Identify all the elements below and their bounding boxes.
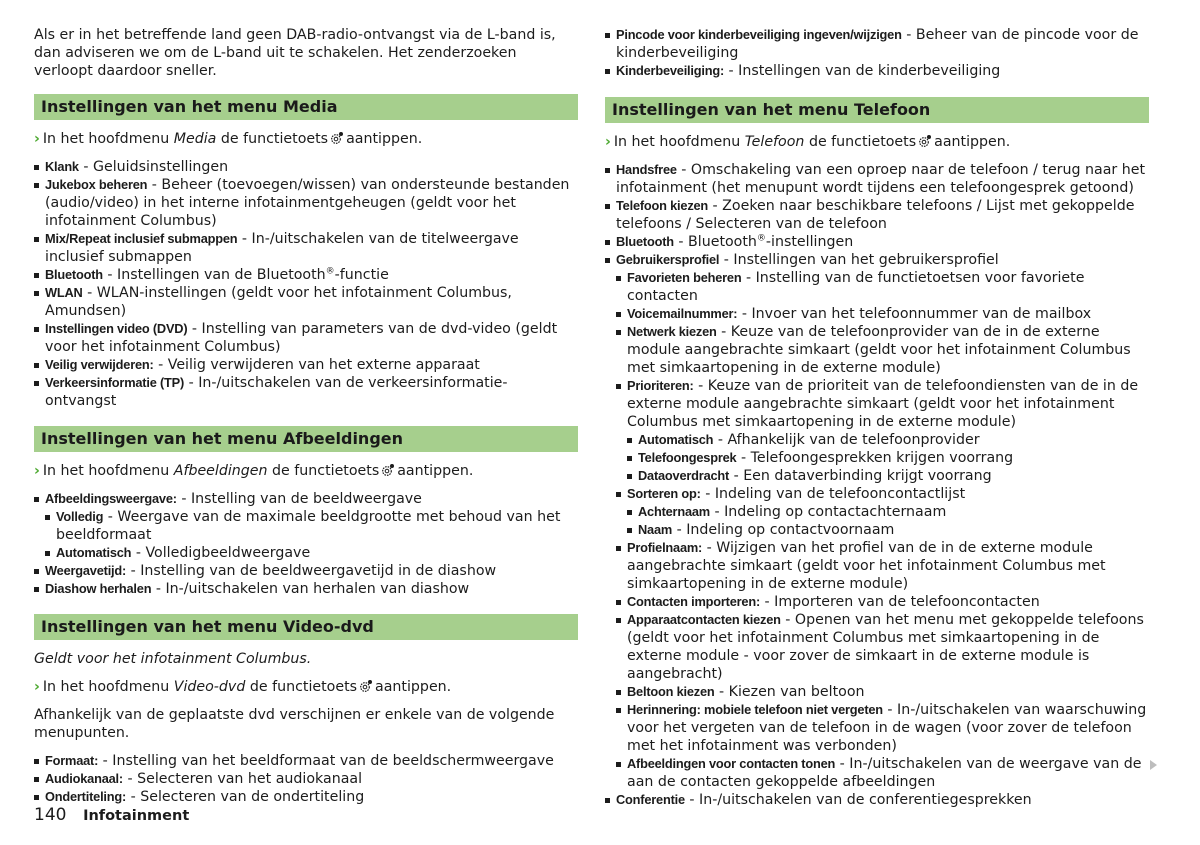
menu-item-term: Automatisch (56, 545, 132, 560)
menu-item-description: - Wijzigen van het profiel van de in de externe module aangebrachte simkaart (geldt voor het infotainment Columbus met simkaartopening in de externe module) (627, 540, 1106, 592)
list-item (605, 791, 1149, 809)
menu-item-description: - Beheer (toevoegen/wissen) van ondersteunde bestanden (audio/video) in het interne infotainmentgeheugen (geldt voor het infotainment Columbus) (45, 177, 570, 229)
list-item (616, 323, 1149, 377)
step-menu-name: Media (173, 131, 217, 147)
step-text: In het hoofdmenu (42, 679, 170, 695)
step-arrow-icon: › (605, 134, 611, 150)
child-lock-list (605, 26, 1149, 80)
menu-item-term: Bluetooth (616, 234, 674, 249)
step-menu-name: Video-dvd (173, 679, 246, 695)
menu-item-term: Mix/Repeat inclusief submappen (45, 231, 238, 246)
menu-item-term: Naam (638, 522, 673, 537)
menu-item-description: - Volledigbeeldweergave (131, 545, 311, 561)
section-heading-video: Instellingen van het menu Video-dvd (34, 614, 578, 640)
menu-item-description: - Veilig verwijderen van het externe apparaat (153, 357, 480, 373)
footer-title: Infotainment (83, 808, 190, 824)
menu-item-term: Prioriteren: (627, 378, 694, 393)
menu-item-description: - Selecteren van de ondertiteling (126, 789, 365, 805)
list-item (34, 770, 578, 788)
menu-item-term: Apparaatcontacten kiezen (627, 612, 781, 627)
menu-item-term: Profielnaam: (627, 540, 703, 555)
menu-item-term: Afbeeldingen voor contacten tonen (627, 756, 836, 771)
registered-mark: ® (756, 233, 766, 244)
list-item (627, 503, 1149, 521)
step-text: aantippen. (397, 463, 474, 479)
menu-item-term: Verkeersinformatie (TP) (45, 375, 185, 390)
list-item (616, 593, 1149, 611)
menu-item-description: - Importeren van de telefooncontacten (760, 594, 1040, 610)
list-item (605, 62, 1149, 80)
menu-item-term: Audiokanaal: (45, 771, 123, 786)
list-item (605, 197, 1149, 233)
step-text: de functietoets (220, 131, 329, 147)
page-footer (34, 805, 189, 825)
list-item (34, 374, 578, 410)
section-heading-images: Instellingen van het menu Afbeeldingen (34, 426, 578, 452)
step-text: aantippen. (934, 134, 1011, 150)
intro-text: Als er in het betreffende land geen DAB-radio-ontvangst via de L-band is, dan adviseren we om de L-band uit te schakelen. Het zenderzoeken verloopt daardoor sneller. (34, 27, 556, 79)
continue-arrow-icon (1150, 760, 1157, 770)
step-text: aantippen. (346, 131, 423, 147)
list-item (627, 449, 1149, 467)
menu-item-description: - Instelling van de functietoetsen voor favoriete contacten (627, 270, 1085, 304)
list-item (616, 683, 1149, 701)
step-text: de functietoets (272, 463, 380, 479)
step-text: In het hoofdmenu (42, 131, 170, 147)
menu-item-term: Handsfree (616, 162, 677, 177)
phone-settings-list (605, 161, 1149, 809)
menu-item-description: - Instellingen van de Bluetooth®-functie (102, 266, 389, 283)
menu-item-description: - Openen van het menu met gekoppelde telefoons (geldt voor het infotainment Columbus met simkaartopening in de externe module - voor zover de simkaart in de externe module is aangebracht) (627, 612, 1144, 682)
menu-item-term: WLAN (45, 285, 83, 300)
menu-item-term: Contacten importeren: (627, 594, 761, 609)
menu-item-term: Conferentie (616, 792, 685, 807)
list-item (34, 490, 578, 508)
menu-item-description: - WLAN-instellingen (geldt voor het infotainment Columbus, Amundsen) (45, 285, 512, 319)
step-menu-name: Telefoon (744, 134, 805, 150)
step-arrow-icon: › (34, 131, 40, 147)
menu-item-term: Telefoon kiezen (616, 198, 709, 213)
list-item (34, 562, 578, 580)
list-item (34, 356, 578, 374)
menu-item-description: - Instellingen van de kinderbeveiliging (724, 63, 1001, 79)
menu-item-description: - Instelling van de beeldweergave (176, 491, 422, 507)
menu-item-description: - Kiezen van beltoon (714, 684, 865, 700)
video-note: Geldt voor het infotainment Columbus. (34, 651, 312, 667)
step-text: de functietoets (808, 134, 917, 150)
menu-item-description: - In-/uitschakelen van de titelweergave inclusief submappen (45, 231, 519, 265)
menu-item-description: - Indeling op contactvoornaam (672, 522, 895, 538)
menu-item-term: Weergavetijd: (45, 563, 127, 578)
list-item (34, 788, 578, 806)
menu-item-term: Voicemailnummer: (627, 306, 738, 321)
menu-item-term: Volledig (56, 509, 104, 524)
menu-item-description: - In-/uitschakelen van de conferentiegesprekken (684, 792, 1032, 808)
list-item (627, 467, 1149, 485)
menu-item-term: Pincode voor kinderbeveiliging ingeven/wijzigen (616, 27, 902, 42)
right-column (605, 26, 1149, 809)
menu-item-term: Favorieten beheren (627, 270, 742, 285)
list-item (605, 26, 1149, 62)
step-text: In het hoofdmenu (42, 463, 170, 479)
menu-item-term: Dataoverdracht (638, 468, 730, 483)
left-column (34, 26, 578, 806)
list-item (616, 305, 1149, 323)
list-item (605, 161, 1149, 197)
list-item (34, 176, 578, 230)
step-arrow-icon: › (34, 463, 40, 479)
images-settings-list (34, 490, 578, 598)
menu-item-description: - Keuze van de telefoonprovider van de in de externe module aangebrachte simkaart (geldt voor het infotainment Columbus met simkaartopening in de externe module) (627, 324, 1131, 376)
instruction-step-video (34, 678, 578, 696)
menu-item-description: - Instellingen van het gebruikersprofiel (719, 252, 999, 268)
list-item (616, 377, 1149, 431)
menu-item-term: Diashow herhalen (45, 581, 152, 596)
function-key-gear-icon (330, 131, 344, 145)
menu-item-description: - Beheer van de pincode voor de kinderbeveiliging (616, 27, 1139, 61)
menu-item-description: - Omschakeling van een oproep naar de telefoon / terug naar het infotainment (het menupunt wordt tijdens een telefoongesprek getoond) (616, 162, 1146, 196)
instruction-step-phone (605, 133, 1149, 151)
menu-item-description: - Instelling van het beeldformaat van de beeldschermweergave (98, 753, 554, 769)
menu-item-term: Formaat: (45, 753, 99, 768)
menu-item-description: - Instelling van parameters van de dvd-video (geldt voor het infotainment Columbus) (45, 321, 558, 355)
step-text: In het hoofdmenu (613, 134, 741, 150)
list-item (616, 755, 1149, 791)
menu-item-term: Afbeeldingsweergave: (45, 491, 177, 506)
menu-item-term: Bluetooth (45, 267, 103, 282)
menu-item-description: - In-/uitschakelen van herhalen van diashow (151, 581, 470, 597)
list-item (616, 701, 1149, 755)
menu-item-description: - Selecteren van het audiokanaal (122, 771, 363, 787)
menu-item-description: - Keuze van de prioriteit van de telefoondiensten van de in de externe module aangebrachte simkaart (geldt voor het infotainment Columbus met simkaartopening in de externe module) (627, 378, 1139, 430)
menu-item-term: Beltoon kiezen (627, 684, 715, 699)
menu-item-description: - Indeling van de telefooncontactlijst (700, 486, 966, 502)
step-menu-name: Afbeeldingen (173, 463, 268, 479)
video-settings-list (34, 752, 578, 806)
step-text: aantippen. (375, 679, 452, 695)
media-settings-list (34, 158, 578, 410)
function-key-gear-icon (381, 463, 395, 477)
list-item (34, 752, 578, 770)
list-item (616, 611, 1149, 683)
menu-item-description: - In-/uitschakelen van de weergave van de aan de contacten gekoppelde afbeeldingen (627, 756, 1142, 790)
menu-item-term: Netwerk kiezen (627, 324, 717, 339)
list-item (34, 266, 578, 284)
menu-item-term: Automatisch (638, 432, 714, 447)
list-item (34, 320, 578, 356)
menu-item-term: Sorteren op: (627, 486, 701, 501)
list-item (616, 269, 1149, 305)
list-item (34, 158, 578, 176)
menu-item-description: - In-/uitschakelen van de verkeersinformatie-ontvangst (45, 375, 508, 409)
menu-item-term: Telefoongesprek (638, 450, 737, 465)
step-text: de functietoets (249, 679, 358, 695)
list-item (605, 251, 1149, 269)
menu-item-term: Jukebox beheren (45, 177, 148, 192)
menu-item-term: Gebruikersprofiel (616, 252, 720, 267)
video-text: Afhankelijk van de geplaatste dvd verschijnen er enkele van de volgende menupunten. (34, 707, 555, 741)
menu-item-description: - Bluetooth®-instellingen (673, 233, 854, 250)
menu-item-term: Kinderbeveiliging: (616, 63, 725, 78)
list-item (34, 230, 578, 266)
list-item (45, 544, 578, 562)
list-item (605, 233, 1149, 251)
function-key-gear-icon (359, 679, 373, 693)
instruction-step-media (34, 130, 578, 148)
menu-item-description: - Instelling van de beeldweergavetijd in de diashow (126, 563, 497, 579)
list-item (34, 580, 578, 598)
section-heading-media: Instellingen van het menu Media (34, 94, 578, 120)
menu-item-term: Herinnering: mobiele telefoon niet vergeten (627, 702, 883, 717)
list-item (616, 485, 1149, 503)
menu-item-description: - Afhankelijk van de telefoonprovider (713, 432, 980, 448)
menu-item-description: - Zoeken naar beschikbare telefoons / Lijst met gekoppelde telefoons / Selecteren van de telefoon (616, 198, 1135, 232)
menu-item-term: Achternaam (638, 504, 710, 519)
menu-item-term: Instellingen video (DVD) (45, 321, 188, 336)
page-number: 140 (34, 805, 67, 825)
menu-item-term: Ondertiteling: (45, 789, 127, 804)
list-item (45, 508, 578, 544)
menu-item-term: Klank (45, 159, 79, 174)
list-item (34, 284, 578, 320)
menu-item-description: - Indeling op contactachternaam (709, 504, 947, 520)
list-item (616, 539, 1149, 593)
menu-item-term: Veilig verwijderen: (45, 357, 154, 372)
instruction-step-images (34, 462, 578, 480)
menu-item-description: - In-/uitschakelen van waarschuwing voor het vergeten van de telefoon in de wagen (voor zover de telefoon met het infotainment was verbonden) (627, 702, 1147, 754)
menu-item-description: - Een dataverbinding krijgt voorrang (729, 468, 992, 484)
list-item (627, 431, 1149, 449)
registered-mark: ® (325, 266, 335, 277)
menu-item-description: - Invoer van het telefoonnummer van de mailbox (737, 306, 1092, 322)
function-key-gear-icon (918, 134, 932, 148)
menu-item-description: - Geluidsinstellingen (78, 159, 229, 175)
menu-item-description: - Telefoongesprekken krijgen voorrang (736, 450, 1014, 466)
step-arrow-icon: › (34, 679, 40, 695)
menu-item-description: - Weergave van de maximale beeldgrootte met behoud van het beeldformaat (56, 509, 561, 543)
section-heading-phone: Instellingen van het menu Telefoon (605, 97, 1149, 123)
list-item (627, 521, 1149, 539)
